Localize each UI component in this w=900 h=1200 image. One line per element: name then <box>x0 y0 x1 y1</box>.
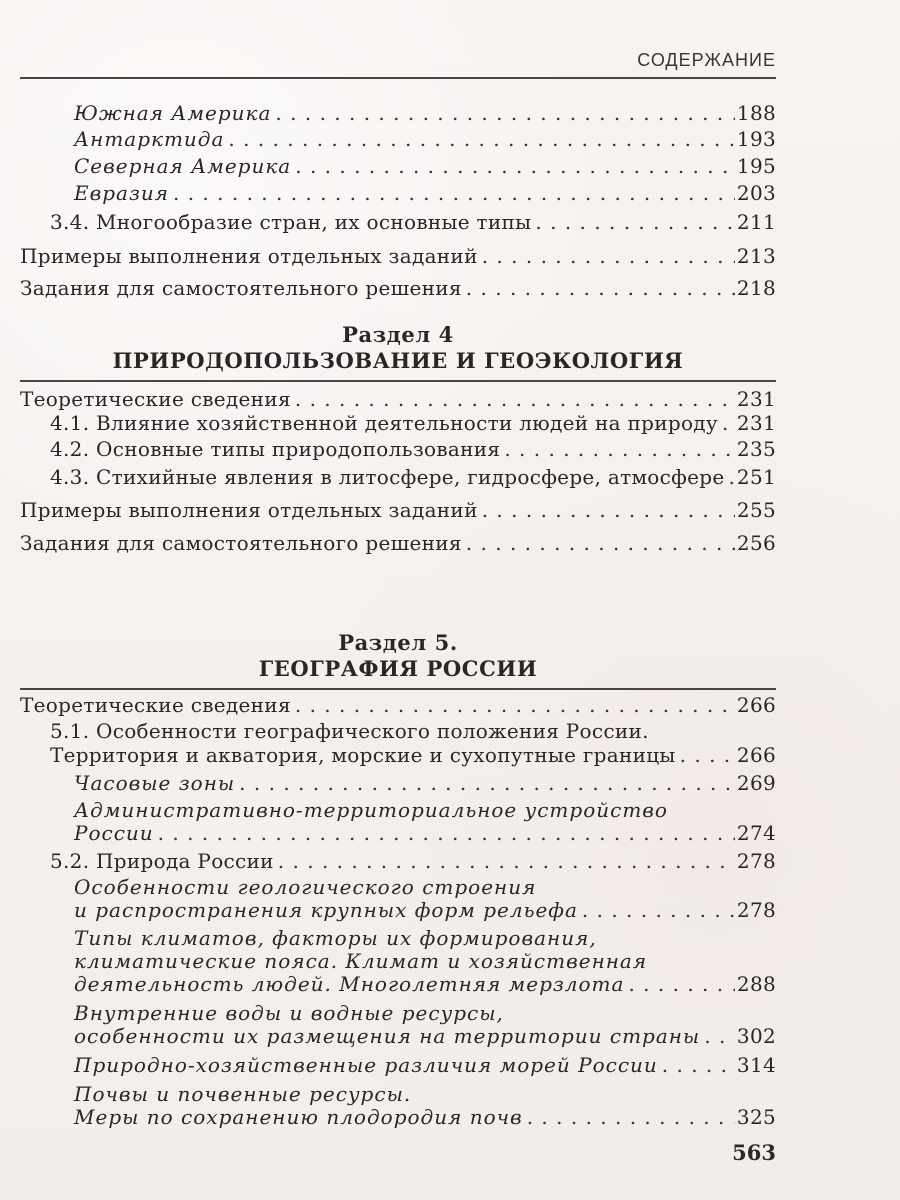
toc-entry-page: 278 <box>736 849 776 873</box>
dot-leader <box>295 692 735 718</box>
section-5-title: Раздел 5. <box>338 630 458 655</box>
toc-entry-page: 235 <box>736 437 776 461</box>
section-4-subtitle: ПРИРОДОПОЛЬЗОВАНИЕ И ГЕОЭКОЛОГИЯ <box>112 348 684 373</box>
toc-entry-page: 188 <box>736 101 776 125</box>
toc-entry-page: 213 <box>736 244 776 268</box>
toc-entry-label: Северная Америка <box>74 154 292 178</box>
dot-leader <box>527 1104 735 1130</box>
toc-entry[interactable] <box>20 1052 776 1078</box>
section-5-subtitle: ГЕОГРАФИЯ РОССИИ <box>258 656 538 681</box>
toc-entry-page: 256 <box>736 531 776 555</box>
toc-entry[interactable] <box>20 1104 776 1130</box>
toc-entry[interactable] <box>20 718 776 744</box>
toc-entry-label: Антарктида <box>74 127 225 151</box>
toc-entry-page: 251 <box>736 465 776 489</box>
toc-entry-label: климатические пояса. Климат и хозяйственная <box>74 949 648 973</box>
toc-entry-page: 288 <box>736 972 776 996</box>
toc-entry-page: 266 <box>736 693 776 717</box>
toc-entry-page: 278 <box>736 898 776 922</box>
toc-entry-label: Почвы и почвенные ресурсы. <box>74 1082 412 1106</box>
toc-entry-label: Примеры выполнения отдельных заданий <box>20 244 478 268</box>
toc-entry[interactable] <box>20 971 776 997</box>
toc-entry-label: Внутренние воды и водные ресурсы, <box>74 1001 504 1025</box>
dot-leader <box>628 971 734 997</box>
toc-entry[interactable] <box>20 897 776 923</box>
toc-entry-page: 218 <box>736 276 776 300</box>
toc-entry-label: 4.3. Стихийные явления в литосфере, гидросфере, атмосфере <box>50 465 725 489</box>
toc-entry-page: 269 <box>736 771 776 795</box>
running-header: СОДЕРЖАНИЕ <box>637 50 776 70</box>
toc-entry-label: и распространения крупных форм рельефа <box>74 898 578 922</box>
toc-entry-label: Задания для самостоятельного решения <box>20 531 462 555</box>
toc-entry-label: Типы климатов, факторы их формирования, <box>74 926 597 950</box>
toc-entry-page: 325 <box>736 1105 776 1129</box>
toc-entry-label: 5.2. Природа России <box>50 849 274 873</box>
toc-entry-label: Меры по сохранению плодородия почв <box>74 1105 523 1129</box>
toc-entry-label: 3.4. Многообразие стран, их основные типы <box>50 210 532 234</box>
toc-entry-label: особенности их размещения на территории страны <box>74 1024 701 1048</box>
toc-entry-page: 266 <box>736 743 776 767</box>
section-4-title: Раздел 4 <box>342 322 454 347</box>
toc-entry[interactable] <box>20 770 776 796</box>
dot-leader <box>158 820 735 846</box>
toc-entry-label: Теоретические сведения <box>20 693 291 717</box>
toc-entry-label: 4.1. Влияние хозяйственной деятельности людей на природу <box>50 411 718 435</box>
toc-entry-label: Административно-территориальное устройство <box>74 798 668 822</box>
toc-entry[interactable] <box>20 1023 776 1049</box>
toc-entry-label: 4.2. Основные типы природопользования <box>50 437 501 461</box>
toc-entry-label: России <box>74 821 154 845</box>
dot-leader <box>662 1052 735 1078</box>
toc-entry-page: 231 <box>736 411 776 435</box>
toc-entry-page: 203 <box>736 181 776 205</box>
toc-entry-label: 5.1. Особенности географического положения России. <box>50 719 649 743</box>
toc-entry[interactable] <box>20 692 776 718</box>
dot-leader <box>239 770 735 796</box>
toc-entry-page: 314 <box>736 1053 776 1077</box>
toc-entry[interactable] <box>20 742 776 768</box>
toc-entry-label: Теоретические сведения <box>20 387 291 411</box>
toc-entry-label: Южная Америка <box>74 101 272 125</box>
toc-entry-label: Примеры выполнения отдельных заданий <box>20 498 478 522</box>
toc-entry-label: Особенности геологического строения <box>74 875 537 899</box>
section-5-entries <box>20 0 776 1200</box>
toc-entry-label: Природно-хозяйственные различия морей России <box>74 1053 658 1077</box>
dot-leader <box>278 848 735 874</box>
page-number: 563 <box>732 1140 776 1165</box>
toc-entry-page: 302 <box>736 1024 776 1048</box>
toc-entry[interactable] <box>20 820 776 846</box>
dot-leader <box>582 897 735 923</box>
toc-entry-page: 195 <box>736 154 776 178</box>
toc-entry-label: деятельность людей. Многолетняя мерзлота <box>74 972 625 996</box>
toc-entry-page: 231 <box>736 387 776 411</box>
toc-entry-label: Часовые зоны <box>74 771 236 795</box>
dot-leader <box>680 742 735 768</box>
toc-entry-label: Задания для самостоятельного решения <box>20 276 462 300</box>
toc-entry-page: 193 <box>736 127 776 151</box>
toc-entry[interactable] <box>20 848 776 874</box>
dot-leader <box>704 1023 735 1049</box>
toc-entry-page: 211 <box>736 210 776 234</box>
toc-entry-page: 255 <box>736 498 776 522</box>
toc-entry-page: 274 <box>736 821 776 845</box>
toc-entry-label: Территория и акватория, морские и сухопутные границы <box>50 743 676 767</box>
toc-entry-label: Евразия <box>74 181 169 205</box>
